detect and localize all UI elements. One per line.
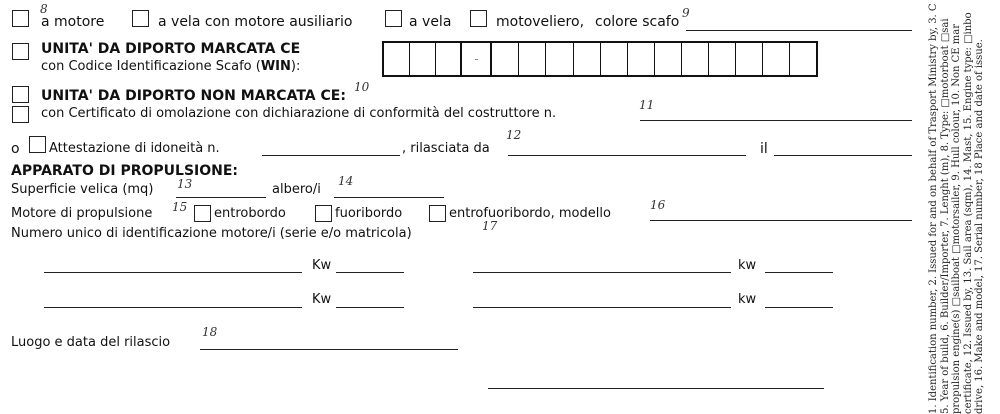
motore-serial-line-4[interactable] bbox=[473, 307, 731, 308]
kw-label-2: kw bbox=[738, 258, 757, 273]
win-cell[interactable] bbox=[384, 43, 410, 75]
win-cell[interactable] bbox=[574, 43, 601, 75]
win-cell[interactable] bbox=[492, 43, 519, 75]
cert-number-line[interactable] bbox=[640, 120, 912, 121]
label-motoveliero: motoveliero, bbox=[496, 14, 585, 30]
motore-label: Motore di propulsione bbox=[11, 206, 153, 221]
checkbox-fuoribordo[interactable] bbox=[315, 205, 332, 222]
checkbox-ce[interactable] bbox=[12, 43, 29, 60]
checkbox-attestazione[interactable] bbox=[29, 136, 46, 153]
il-label: il bbox=[760, 141, 768, 157]
rilascio-line[interactable] bbox=[200, 349, 458, 350]
entrobordo-label: entrobordo bbox=[214, 206, 286, 221]
win-cell[interactable] bbox=[682, 43, 709, 75]
side-legend-line: drive, 16. Make and model, 17. Serial number, 18 Place and date of issue. bbox=[974, 39, 985, 414]
win-cell[interactable] bbox=[763, 43, 790, 75]
win-cell[interactable] bbox=[709, 43, 736, 75]
numero-label: Numero unico di identificazione motore/i (serie e/o matricola) bbox=[11, 226, 412, 241]
side-legend-line: propulsion engine(s) □sailboat □motorsailer, 9. Hull colour, 10. Non CE mar bbox=[951, 24, 962, 414]
checkbox-cert-omologazione[interactable] bbox=[12, 106, 29, 123]
note-rilascio: 18 bbox=[202, 325, 218, 339]
win-cell[interactable] bbox=[655, 43, 682, 75]
cert-label: con Certificato di omolazione con dichiarazione di conformità del costruttore n. bbox=[41, 106, 557, 121]
label-motore: a motore bbox=[41, 14, 105, 30]
label-vela-motore: a vela con motore ausiliario bbox=[158, 14, 353, 30]
rilasciata-label: , rilasciata da bbox=[402, 141, 490, 156]
checkbox-vela-motore[interactable] bbox=[132, 10, 149, 27]
note-rilasciata: 12 bbox=[506, 128, 522, 142]
note-colore: 9 bbox=[682, 6, 690, 20]
checkbox-motore[interactable] bbox=[12, 10, 29, 27]
checkbox-non-ce[interactable] bbox=[12, 86, 29, 103]
ce-subtitle bbox=[41, 59, 300, 74]
ce-sub-text: con Codice Identificazione Scafo ( bbox=[41, 59, 261, 74]
label-vela: a vela bbox=[409, 14, 452, 30]
win-cell[interactable] bbox=[410, 43, 436, 75]
motore-serial-line-2[interactable] bbox=[473, 272, 731, 273]
albero-label: albero/i bbox=[272, 182, 321, 197]
side-legend bbox=[928, 0, 1000, 414]
motore-serial-line-3[interactable] bbox=[44, 307, 302, 308]
side-legend-text bbox=[928, 0, 1000, 414]
entrofuoribordo-label: entrofuoribordo, modello bbox=[449, 206, 611, 221]
note-cert: 11 bbox=[639, 98, 655, 112]
or-label: o bbox=[11, 141, 20, 157]
rilasciata-line[interactable] bbox=[508, 155, 746, 156]
rilascio-label: Luogo e data del rilascio bbox=[11, 335, 171, 350]
kw-line-3[interactable] bbox=[336, 307, 404, 308]
ce-win-bold: WIN bbox=[260, 59, 291, 74]
kw-label-3: Kw bbox=[312, 292, 332, 307]
kw-line-2[interactable] bbox=[765, 272, 833, 273]
win-cell[interactable] bbox=[628, 43, 655, 75]
checkbox-motoveliero[interactable] bbox=[470, 10, 487, 27]
kw-label-1: Kw bbox=[312, 258, 332, 273]
ce-sub-end: ): bbox=[290, 59, 301, 74]
ce-title: UNITA' DA DIPORTO MARCATA CE bbox=[41, 41, 301, 57]
superficie-label: Superficie velica (mq) bbox=[11, 182, 154, 197]
il-date-line[interactable] bbox=[774, 155, 912, 156]
win-cell[interactable] bbox=[790, 43, 816, 75]
fuoribordo-label: fuoribordo bbox=[335, 206, 403, 221]
note-non-ce: 10 bbox=[354, 80, 370, 94]
label-colore-scafo: colore scafo bbox=[595, 14, 680, 30]
note-superficie: 13 bbox=[177, 177, 193, 191]
signature-line[interactable] bbox=[488, 388, 824, 389]
kw-line-1[interactable] bbox=[336, 272, 404, 273]
attestazione-number-line[interactable] bbox=[262, 155, 400, 156]
note-modello: 16 bbox=[650, 198, 666, 212]
note-albero: 14 bbox=[338, 174, 354, 188]
kw-label-4: kw bbox=[738, 292, 757, 307]
note-type: 8 bbox=[40, 2, 48, 16]
attestazione-label: Attestazione di idoneità n. bbox=[49, 141, 220, 156]
side-legend-line: 1. Identification number, 2. Issued for and on behalf of Trasport Ministry by, 3. C bbox=[928, 3, 939, 414]
checkbox-vela[interactable] bbox=[385, 10, 402, 27]
kw-line-4[interactable] bbox=[765, 307, 833, 308]
motore-serial-line-1[interactable] bbox=[44, 272, 302, 273]
superficie-line[interactable] bbox=[176, 197, 266, 198]
side-legend-line: certificate, 12. Issued by, 13. Sail area (sqm), 14. Mast, 15. Engine type: □inbo bbox=[962, 12, 974, 414]
win-cell[interactable] bbox=[436, 43, 462, 75]
note-numero: 17 bbox=[482, 219, 498, 233]
checkbox-entrofuoribordo[interactable] bbox=[429, 205, 446, 222]
note-motore: 15 bbox=[172, 200, 188, 214]
albero-line[interactable] bbox=[334, 197, 444, 198]
non-ce-title: UNITA' DA DIPORTO NON MARCATA CE: bbox=[41, 88, 346, 104]
win-cell[interactable] bbox=[519, 43, 546, 75]
win-cell[interactable] bbox=[601, 43, 628, 75]
propulsione-title: APPARATO DI PROPULSIONE: bbox=[11, 163, 239, 179]
win-cell[interactable] bbox=[546, 43, 573, 75]
colore-scafo-line[interactable] bbox=[686, 30, 912, 31]
side-legend-line: 5. Year of build, 6. Builder/Importer, 7. Lenght (m), 8. Type: □motorboat □sai bbox=[939, 18, 951, 414]
win-code-grid[interactable] bbox=[382, 41, 818, 77]
checkbox-entrobordo[interactable] bbox=[194, 205, 211, 222]
win-separator: - bbox=[462, 43, 492, 75]
modello-line[interactable] bbox=[650, 220, 912, 221]
win-cell[interactable] bbox=[736, 43, 763, 75]
